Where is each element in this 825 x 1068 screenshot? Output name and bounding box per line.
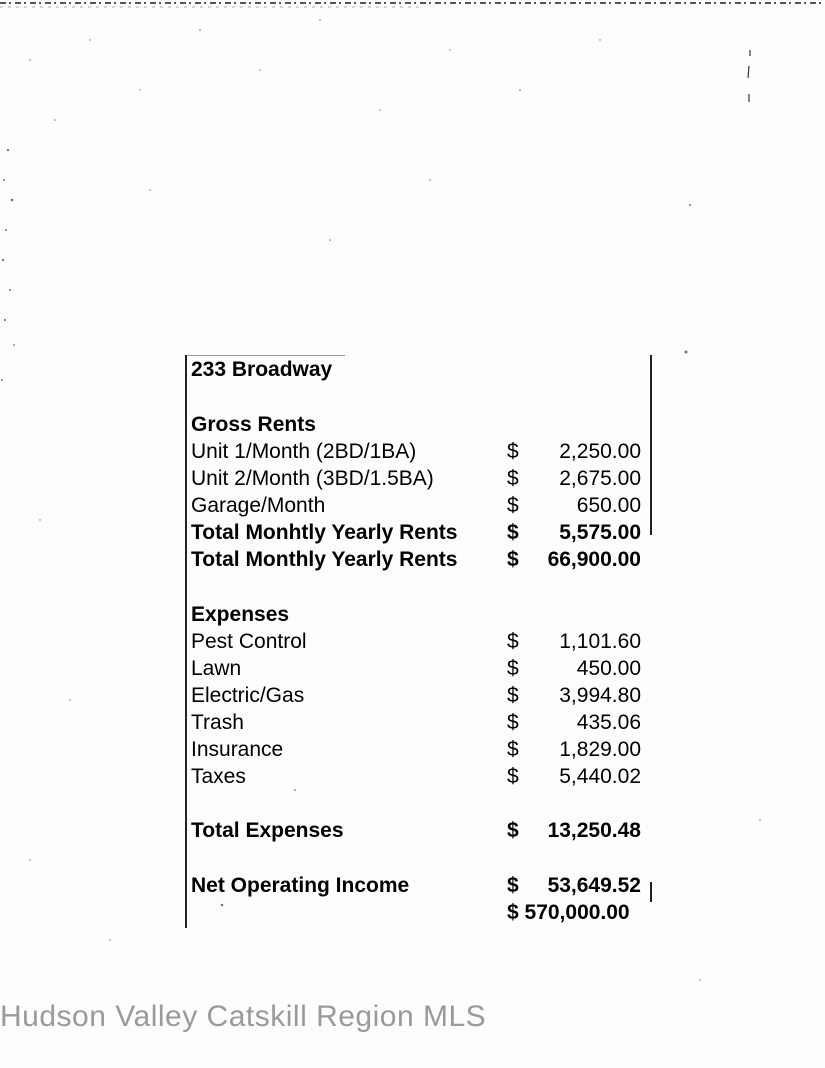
- financial-summary-sheet: [185, 355, 653, 928]
- asking-price: $ 570,000.00: [507, 901, 630, 924]
- expense-row-insurance: Insurance $ 1,829.00: [191, 738, 641, 761]
- expense-row-lawn: Lawn $ 450.00: [191, 657, 641, 680]
- property-title: 233 Broadway: [191, 358, 333, 381]
- rent-total-monthly: Total Monhtly Yearly Rents $ 5,575.00: [191, 521, 641, 544]
- expenses-total: Total Expenses $ 13,250.48: [191, 819, 641, 842]
- right-rule-lower: [650, 882, 652, 902]
- mls-watermark: Hudson Valley Catskill Region MLS: [0, 1000, 487, 1033]
- expense-row-electric-gas: Electric/Gas $ 3,994.80: [191, 684, 641, 707]
- expense-row-trash: Trash $ 435.06: [191, 711, 641, 734]
- net-operating-income: Net Operating Income $ 53,649.52: [191, 874, 641, 897]
- rent-row-garage: Garage/Month $ 650.00: [191, 494, 641, 517]
- gross-rents-heading: Gross Rents: [191, 413, 316, 436]
- rent-row-unit-2: Unit 2/Month (3BD/1.5BA) $ 2,675.00: [191, 467, 641, 490]
- left-rule: [185, 355, 187, 928]
- top-rule: [185, 355, 345, 356]
- expense-row-pest-control: Pest Control $ 1,101.60: [191, 630, 641, 653]
- right-rule: [650, 355, 652, 535]
- rent-row-unit-1: Unit 1/Month (2BD/1BA) $ 2,250.00: [191, 440, 641, 463]
- rent-total-yearly: Total Monthly Yearly Rents $ 66,900.00: [191, 548, 641, 571]
- expenses-heading: Expenses: [191, 603, 290, 626]
- expense-row-taxes: Taxes $ 5,440.02: [191, 765, 641, 788]
